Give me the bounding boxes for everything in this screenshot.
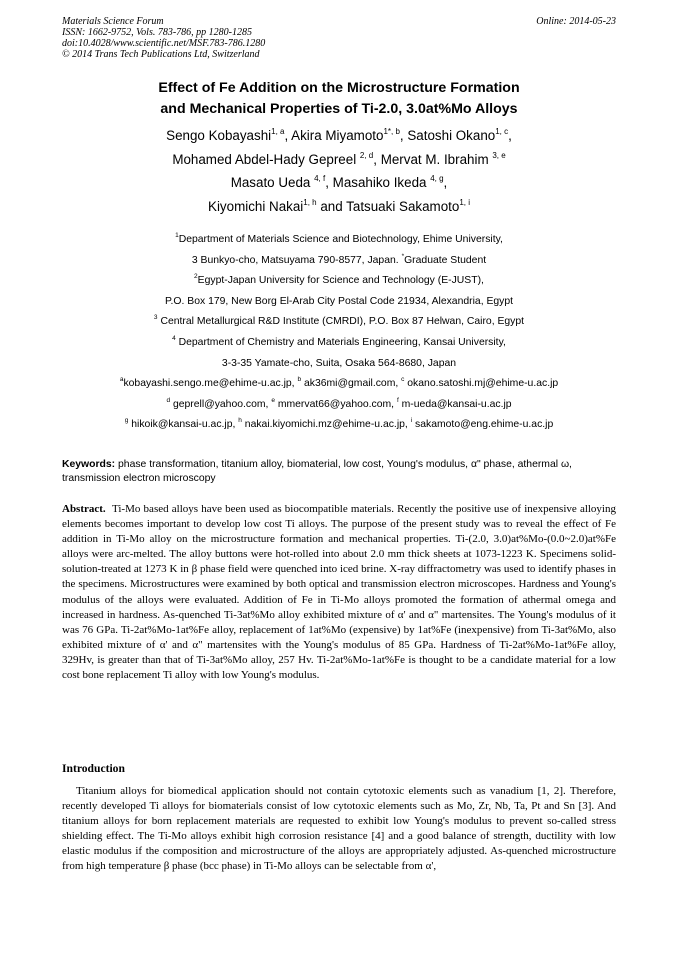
author-sup: 4, f	[314, 174, 326, 183]
affiliation-text: 3 Bunkyo-cho, Matsuyama 790-8577, Japan.	[191, 254, 399, 266]
author-name: Kiyomichi Nakai	[208, 198, 304, 214]
author-name: Masahiko Ikeda	[332, 175, 427, 190]
author-sup: 1, c	[495, 127, 509, 136]
email-link[interactable]: m-ueda@kansai-u.ac.jp	[401, 398, 512, 410]
author-sep: ,	[284, 128, 292, 143]
paper-title	[62, 78, 616, 120]
author-name: Mervat M. Ibrahim	[380, 151, 489, 167]
email-line-1: $^a$kobayashi.sengo.me@ehime-u.ac.jp, $^b$ ak36mi@gmail.com, $^c$ okano.satoshi.mj@ehime-u.ac.jp	[119, 376, 559, 390]
affiliation-sup: 2	[194, 273, 198, 281]
email-sup: i	[410, 417, 413, 425]
email-link[interactable]: hikoik@kansai-u.ac.jp	[131, 419, 233, 431]
author-sep: ,	[325, 175, 333, 190]
author-name: Sengo Kobayashi	[166, 128, 272, 143]
email-link[interactable]: nakai.kiyomichi.mz@ehime-u.ac.jp	[244, 419, 405, 431]
author-sup: 4, g	[430, 174, 444, 183]
introduction-heading: Introduction	[62, 762, 125, 775]
author-line-1	[62, 124, 616, 148]
email-sup: e	[271, 396, 275, 404]
affiliation-1-line-2	[40, 251, 638, 272]
affiliation-text: 3-3-35 Yamate-cho, Suita, Osaka 564-8680, Japan	[221, 357, 457, 369]
keywords-section	[62, 458, 616, 486]
abstract-label: Abstract.	[62, 503, 106, 515]
affiliation-sup: 1	[175, 232, 179, 239]
affiliation-text: Department of Chemistry and Materials Engineering, Kansai University,	[178, 336, 506, 348]
graduate-sup: *	[401, 252, 405, 260]
affiliation-sup: 3	[153, 314, 158, 322]
author-sep: ,	[373, 151, 381, 167]
author-sep: ,	[443, 175, 448, 190]
copyright-line: © 2014 Trans Tech Publications Ltd, Switzerland	[62, 49, 260, 60]
email-link[interactable]: okano.satoshi.mj@ehime-u.ac.jp	[407, 378, 559, 390]
author-name: Satoshi Okano	[407, 128, 496, 143]
author-line-2	[62, 148, 616, 172]
title-line-1: Effect of Fe Addition on the Microstructure Formation	[158, 80, 520, 96]
author-sep: ,	[508, 128, 512, 143]
email-link[interactable]: kobayashi.sengo.me@ehime-u.ac.jp	[123, 378, 292, 390]
keywords-label: Keywords:	[62, 459, 116, 470]
email-sup: d	[166, 396, 171, 404]
author-sup: 1*, b	[383, 127, 400, 136]
author-sep: ,	[399, 128, 408, 143]
affiliation-4-line-1	[40, 333, 638, 354]
author-list	[62, 124, 616, 218]
doi-line[interactable]: doi:10.4028/www.scientific.net/MSF.783-786.1280	[62, 38, 266, 49]
affiliation-3-line-1	[40, 312, 638, 333]
author-name: Mohamed Abdel-Hady Gepreel	[172, 151, 357, 167]
affiliation-sup: 4	[172, 334, 176, 342]
title-line-2: and Mechanical Properties of Ti-2.0, 3.0at%Mo Alloys	[160, 101, 518, 117]
keywords-text: phase transformation, titanium alloy, biomaterial, low cost, Young's modulus, α" phase, athermal ω, transmission electron microscopy	[62, 459, 572, 484]
email-sup: f	[396, 396, 399, 404]
affiliation-text: P.O. Box 179, New Borg El-Arab City Postal Code 21934, Alexandria, Egypt	[164, 295, 514, 307]
author-name: Tatsuaki Sakamoto	[346, 198, 460, 214]
email-line-2: $^d$ geprell@yahoo.com, $^e$ mmervat66@yahoo.com, $^f$ m-ueda@kansai-u.ac.jp	[166, 396, 512, 410]
affiliation-2-line-2	[40, 292, 638, 313]
author-sup: 1, i	[459, 197, 470, 207]
graduate-note: Graduate Student	[404, 254, 487, 266]
email-sup: c	[401, 376, 405, 384]
email-link[interactable]: mmervat66@yahoo.com	[277, 398, 392, 410]
affiliation-text: Egypt-Japan University for Science and Technology (E-JUST),	[197, 275, 484, 287]
author-sup: 1, h	[303, 197, 317, 207]
email-link[interactable]: geprell@yahoo.com	[172, 398, 266, 410]
affiliation-4-line-2	[40, 354, 638, 375]
author-line-3	[62, 171, 616, 195]
affiliation-text: Department of Materials Science and Biotechnology, Ehime University,	[178, 234, 503, 245]
author-name: Akira Miyamoto	[291, 128, 384, 143]
journal-name: Materials Science Forum	[62, 16, 164, 27]
introduction-text: Titanium alloys for biomedical application should not contain cytotoxic elements such as vanadium [1, 2]. Therefore, recently developed Ti alloys for biomaterials consist of low cytotoxic elements such as Mo, Zr, Nb, Ta, Pt and Sn [3]. And titanium alloys for born replacement materials are requested to exhibit low Young's modulus to prevent so-called stress shielding effect. The Ti-Mo alloys exhibit high corrosion resistance [4] and a good balance of strength, ductility with low elastic modulus if the composition and microstructure of the alloys are appropriately adjusted. As-quenched microstructure from high temperature β phase (bcc phase) in Ti-Mo alloys can be selectable from α',	[62, 785, 616, 873]
online-date: Online: 2014-05-23	[536, 16, 616, 27]
affiliation-1-line-1	[40, 230, 638, 251]
journal-header	[62, 16, 616, 60]
affiliation-2-line-1	[40, 271, 638, 292]
email-sup: a	[119, 376, 124, 384]
author-line-4	[62, 195, 616, 219]
author-sup: 2, d	[359, 150, 374, 160]
email-link[interactable]: sakamoto@eng.ehime-u.ac.jp	[415, 419, 554, 431]
author-sup: 3, e	[492, 150, 506, 160]
email-link[interactable]: ak36mi@gmail.com	[303, 378, 396, 390]
issn-line: ISSN: 1662-9752, Vols. 783-786, pp 1280-1285	[62, 27, 252, 38]
abstract-section	[62, 502, 616, 683]
affiliation-block	[40, 230, 638, 436]
email-line-3: $^g$ hikoik@kansai-u.ac.jp, $^h$ nakai.kiyomichi.mz@ehime-u.ac.jp, $^i$ sakamoto@eng.ehime-u.ac.jp	[124, 417, 554, 431]
email-sup: g	[124, 417, 129, 425]
email-sup: h	[238, 417, 242, 425]
affiliation-text: Central Metallurgical R&D Institute (CMRDI), P.O. Box 87 Helwan, Cairo, Egypt	[160, 316, 525, 328]
email-sup: b	[297, 376, 302, 384]
author-sep: and	[316, 198, 347, 214]
abstract-text: Ti-Mo based alloys have been used as biocompatible materials. Recently the positive use of inexpensive alloying elements becomes important to develop low cost Ti alloys. The purpose of the present study was to reveal the effect of Fe addition in Ti-Mo alloy on the microstructure formation and mechanical properties. Ti-(2.0, 3.0)at%Mo-(0.0~2.0)at%Fe alloys were arc-melted. The alloy buttons were hot-rolled into about 2.0 mm thick sheets at 1073-1223 K. Specimens solid-solution-treated at 1273 K in β phase field were quenched into iced brine. X-ray diffractometry was used to identify phases in the specimens. Microstructures were examined by both optical and transmission electron microscopes. Hardness and Young's modulus of the alloys were evaluated. Addition of Fe in Ti-Mo alloys promoted the formation of athermal omega and increased in hardness. As-quenched Ti-3at%Mo alloy exhibited mixture of α' and α" martensites. The Young's modulus of it was 76 GPa. Ti-2at%Mo-1at%Fe alloy, replacement of 1at%Mo (expensive) by 1at%Fe (inexpensive) from Ti-3at%Mo, also exhibited mixture of α' and α" martensites with the Young's modulus of 85 GPa. Hardness of Ti-2at%Mo-1at%Fe alloy, 329Hv, is greater than that of Ti-3at%Mo alloy, 257 Hv. Ti-2at%Mo-1at%Fe is thought to be a candidate material for a low cost bone replacement Ti alloy with low Young's modulus.	[62, 503, 616, 682]
author-sup: 1, a	[271, 127, 285, 136]
author-name: Masato Ueda	[230, 175, 311, 190]
